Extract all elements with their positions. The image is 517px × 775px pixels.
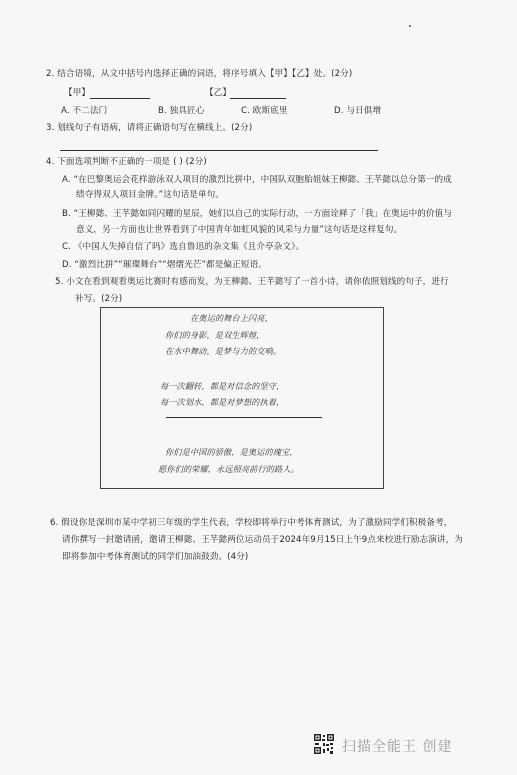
q2-jia-label: 【甲】 — [64, 88, 91, 98]
q3-stem: 3. 划线句子有语病，请将正确语句写在横线上。(2分) — [46, 123, 253, 133]
q5-stem-line2: 补写。(2分) — [75, 294, 123, 304]
poem-line-3: 在水中舞动，是梦与力的交响。 — [165, 346, 282, 356]
q4-option-b-line1: B. “王柳懿、王芊懿如同闪耀的星辰，她们以自己的实际行动，一方面诠释了「我」在奥运中的价值与 — [62, 209, 453, 219]
scanner-watermark: 扫描全能王 创建 — [342, 739, 453, 755]
poem-line-5: 每一次划水，都是对梦想的执着， — [160, 397, 285, 407]
q4-option-a-line2: 绩夺得双人项目金牌。”这句话是单句。 — [76, 190, 225, 200]
q2-stem: 2. 结合语境，从文中括号内选择正确的词语，将序号填入【甲】【乙】处。(2分) — [46, 69, 353, 79]
poem-fill-blank[interactable] — [166, 417, 322, 418]
poem-line-4: 每一次翻转，都是对信念的坚守， — [160, 381, 285, 391]
q2-option-d: D. 与日俱增 — [334, 106, 382, 116]
q2-option-a: A. 不二法门 — [61, 106, 108, 116]
q4-stem: 4. 下面选项判断不正确的一项是 ( ) (2分) — [46, 157, 207, 167]
q2-yi-label: 【乙】 — [205, 88, 232, 98]
q2-option-b: B. 独具匠心 — [158, 106, 205, 116]
scan-speck — [409, 25, 411, 27]
q4-option-c: C. 《中国人失掉自信了吗》选自鲁迅的杂文集《且介亭杂文》。 — [62, 242, 305, 252]
q5-stem-line1: 5. 小文在看到观看奥运比赛时有感而发，为王柳懿、王芊懿写了一首小诗，请你依照划线的句子，进行 — [55, 277, 449, 287]
poem-line-7: 愿你们的荣耀，永远照亮前行的路人。 — [158, 464, 299, 474]
q6-line2: 请你撰写一封邀请函，邀请王柳懿、王芊懿两位运动员于2024年9月15日上午9点来校进行励志演讲，为 — [62, 535, 463, 545]
q4-option-b-line2: 意义，另一方面也让世界看到了中国青年如虹风貌的风采与力量”这句话是这样复句。 — [76, 225, 403, 235]
q2-yi-blank[interactable] — [230, 98, 286, 99]
q4-option-a-line1: A. “在巴黎奥运会花样游泳双人项目的激烈比拼中，中国队双胞胎姐妹王柳懿、王芊懿以总分第一的成 — [62, 175, 452, 185]
poem-line-6: 你们是中国的骄傲，是奥运的瑰宝， — [165, 447, 298, 457]
q6-line1: 6. 假设你是深圳市某中学初三年级的学生代表，学校即将举行中考体育测试，为了激励同学们积极备考， — [50, 518, 453, 528]
q2-jia-blank[interactable] — [90, 98, 150, 99]
q3-answer-line[interactable] — [60, 150, 378, 151]
poem-line-1: 在奥运的舞台上闪亮， — [190, 313, 273, 323]
q6-line3: 即将参加中考体育测试的同学们加油鼓劲。(4分) — [62, 552, 249, 562]
poem-line-2: 你们的身影，是双生辉煌， — [165, 330, 265, 340]
q2-option-c: C. 欧斯底里 — [241, 106, 288, 116]
qr-code-icon — [313, 733, 335, 755]
q4-option-d: D. “激烈比拼”“璀璨舞台”“熠熠光芒”都是偏正短语。 — [62, 260, 267, 270]
